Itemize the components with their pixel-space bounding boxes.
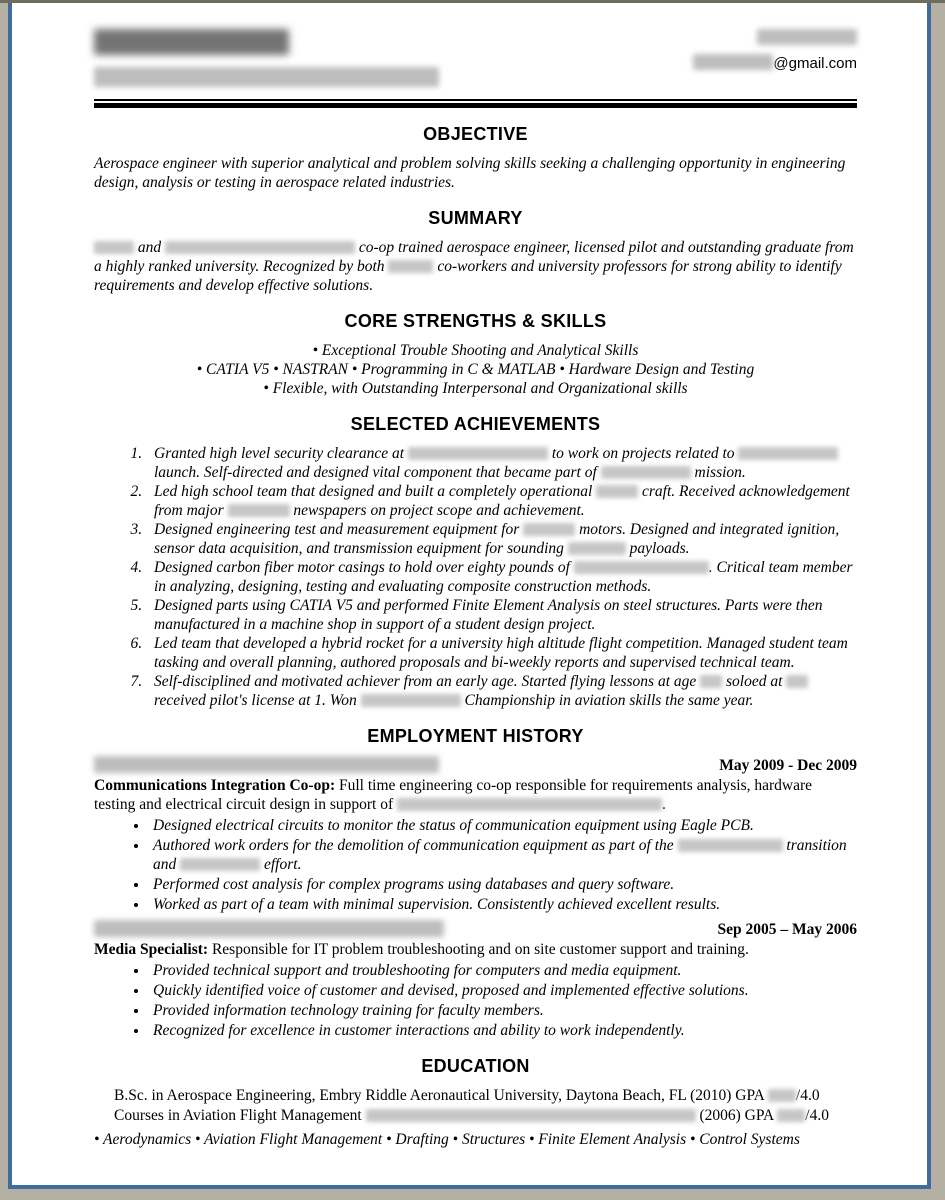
- skill-line: • Flexible, with Outstanding Interpersonal and Organizational skills: [263, 380, 688, 397]
- objective-heading: OBJECTIVE: [423, 124, 528, 144]
- redacted-text: [678, 839, 783, 852]
- achievement-item: 3. Designed engineering test and measurement equipment for motors. Designed and integrated ignition, sensor data acquisition, and transmission equipment for sounding payloads.: [146, 520, 857, 558]
- header-identity: [94, 29, 439, 90]
- email-domain: @gmail.com: [773, 55, 857, 72]
- job-1-dates: May 2009 - Dec 2009: [719, 757, 857, 774]
- redacted-text: [693, 54, 773, 70]
- skills-heading: CORE STRENGTHS & SKILLS: [344, 311, 607, 331]
- job-2-employer-redacted: [94, 920, 444, 939]
- job-bullet: • Performed cost analysis for complex programs using databases and query software.: [149, 875, 857, 894]
- job-bullet: • Authored work orders for the demolition of communication equipment as part of the transition and effort.: [149, 836, 857, 874]
- achievement-item: 1. Granted high level security clearance at to work on projects related to launch. Self-directed and designed vital component that became part of mission.: [146, 444, 857, 482]
- redacted-text: [165, 241, 355, 254]
- job-bullet: • Provided technical support and troubleshooting for computers and media equipment.: [149, 961, 857, 980]
- job-bullet: • Recognized for excellence in customer interactions and ability to work independently.: [149, 1021, 857, 1040]
- redacted-text: [388, 260, 433, 273]
- objective-paragraph: Aerospace engineer with superior analytical and problem solving skills seeking a challenging opportunity in engineering design, analysis or testing in aerospace related industries.: [94, 155, 846, 191]
- education-lines: [94, 1086, 857, 1126]
- redacted-text: [601, 466, 691, 479]
- text-run: Media Specialist:: [94, 941, 212, 958]
- redacted-text: [596, 485, 638, 498]
- education-courses: • Aerodynamics • Aviation Flight Management • Drafting • Structures • Finite Element Analysis • Control Systems: [94, 1131, 800, 1148]
- achievement-item: 2. Led high school team that designed and built a completely operational craft. Received acknowledgement from major newspapers on project scope and achievement.: [146, 482, 857, 520]
- achievements-list: [94, 444, 857, 710]
- skills-list: [94, 341, 857, 398]
- redacted-text: [94, 67, 439, 87]
- achievement-item: 7. Self-disciplined and motivated achiever from an early age. Started flying lessons at age soloed at received pilot's license at 1. Won Championship in aviation skills the same year.: [146, 672, 857, 710]
- job-2-dates: Sep 2005 – May 2006: [717, 921, 857, 938]
- redacted-text: [228, 504, 290, 517]
- address-redacted: [94, 67, 439, 90]
- job-bullet: • Provided information technology training for faculty members.: [149, 1001, 857, 1020]
- redacted-text: [94, 920, 444, 937]
- redacted-text: [777, 1109, 805, 1122]
- text-run: Communications Integration Co-op:: [94, 777, 339, 794]
- skill-line: • Exceptional Trouble Shooting and Analytical Skills: [312, 342, 639, 359]
- redacted-text: [397, 798, 662, 811]
- header-divider: [94, 99, 857, 108]
- redacted-text: [94, 29, 289, 55]
- education-heading: EDUCATION: [421, 1056, 530, 1076]
- job-2-description: Media Specialist: Responsible for IT problem troubleshooting and on site customer support and training.: [94, 941, 749, 958]
- summary-heading: SUMMARY: [428, 208, 523, 228]
- achievements-heading: SELECTED ACHIEVEMENTS: [350, 414, 601, 434]
- redacted-text: [568, 542, 626, 555]
- resume-header: [94, 29, 857, 90]
- redacted-text: [94, 241, 134, 254]
- job-2-header: [94, 920, 857, 939]
- phone-redacted: [693, 29, 857, 48]
- job-1-header: [94, 756, 857, 775]
- email-user-redacted: [693, 55, 773, 72]
- summary-paragraph: and co-op trained aerospace engineer, licensed pilot and outstanding graduate from a highly ranked university. Recognized by both co-workers and university professors for strong ability to identify requirements and develop effective solutions.: [94, 239, 854, 294]
- job-bullet: • Quickly identified voice of customer and devised, proposed and implemented effective solutions.: [149, 981, 857, 1000]
- redacted-text: [768, 1089, 796, 1102]
- job-entry-1: [94, 756, 857, 914]
- skill-line: • CATIA V5 • NASTRAN • Programming in C & MATLAB • Hardware Design and Testing: [196, 361, 755, 378]
- redacted-text: [361, 694, 461, 707]
- job-1-description: Communications Integration Co-op: Full time engineering co-op responsible for requirements analysis, hardware testing and electrical circuit design in support of .: [94, 777, 813, 813]
- achievement-item: 6. Led team that developed a hybrid rocket for a university high altitude flight competition. Managed student team tasking and overall planning, authored proposals and bi-weekly reports and supervised technical team.: [146, 634, 857, 672]
- job-2-bullets: [94, 961, 857, 1040]
- redacted-text: [180, 858, 260, 871]
- redacted-text: [700, 675, 722, 688]
- redacted-text: [408, 447, 548, 460]
- achievement-item: 5. Designed parts using CATIA V5 and performed Finite Element Analysis on steel structures. Parts were then manufactured in a machine shop in support of a student design project.: [146, 596, 857, 634]
- education-line: B.Sc. in Aerospace Engineering, Embry Riddle Aeronautical University, Daytona Beach, FL (2010) GPA /4.0: [114, 1087, 820, 1104]
- email-line: [693, 54, 857, 72]
- redacted-text: [757, 29, 857, 45]
- job-1-bullets: [94, 816, 857, 914]
- header-contact: [693, 29, 857, 72]
- job-bullet: • Designed electrical circuits to monitor the status of communication equipment using Eagle PCB.: [149, 816, 857, 835]
- redacted-text: [574, 561, 709, 574]
- education-line: Courses in Aviation Flight Management (2006) GPA /4.0: [114, 1107, 829, 1124]
- job-bullet: • Worked as part of a team with minimal supervision. Consistently achieved excellent results.: [149, 895, 857, 914]
- job-1-employer-redacted: [94, 756, 439, 775]
- divider-thick-line: [94, 103, 857, 108]
- resume-page: [8, 3, 931, 1189]
- redacted-text: [94, 756, 439, 773]
- achievement-item: 4. Designed carbon fiber motor casings to hold over eighty pounds of . Critical team member in analyzing, designing, testing and evaluating composite construction methods.: [146, 558, 857, 596]
- job-entry-2: [94, 920, 857, 1040]
- employment-heading: EMPLOYMENT HISTORY: [367, 726, 584, 746]
- name-redacted: [94, 29, 439, 60]
- redacted-text: [786, 675, 808, 688]
- redacted-text: [366, 1109, 696, 1122]
- redacted-text: [523, 523, 575, 536]
- redacted-text: [738, 447, 838, 460]
- divider-thin-line: [94, 99, 857, 101]
